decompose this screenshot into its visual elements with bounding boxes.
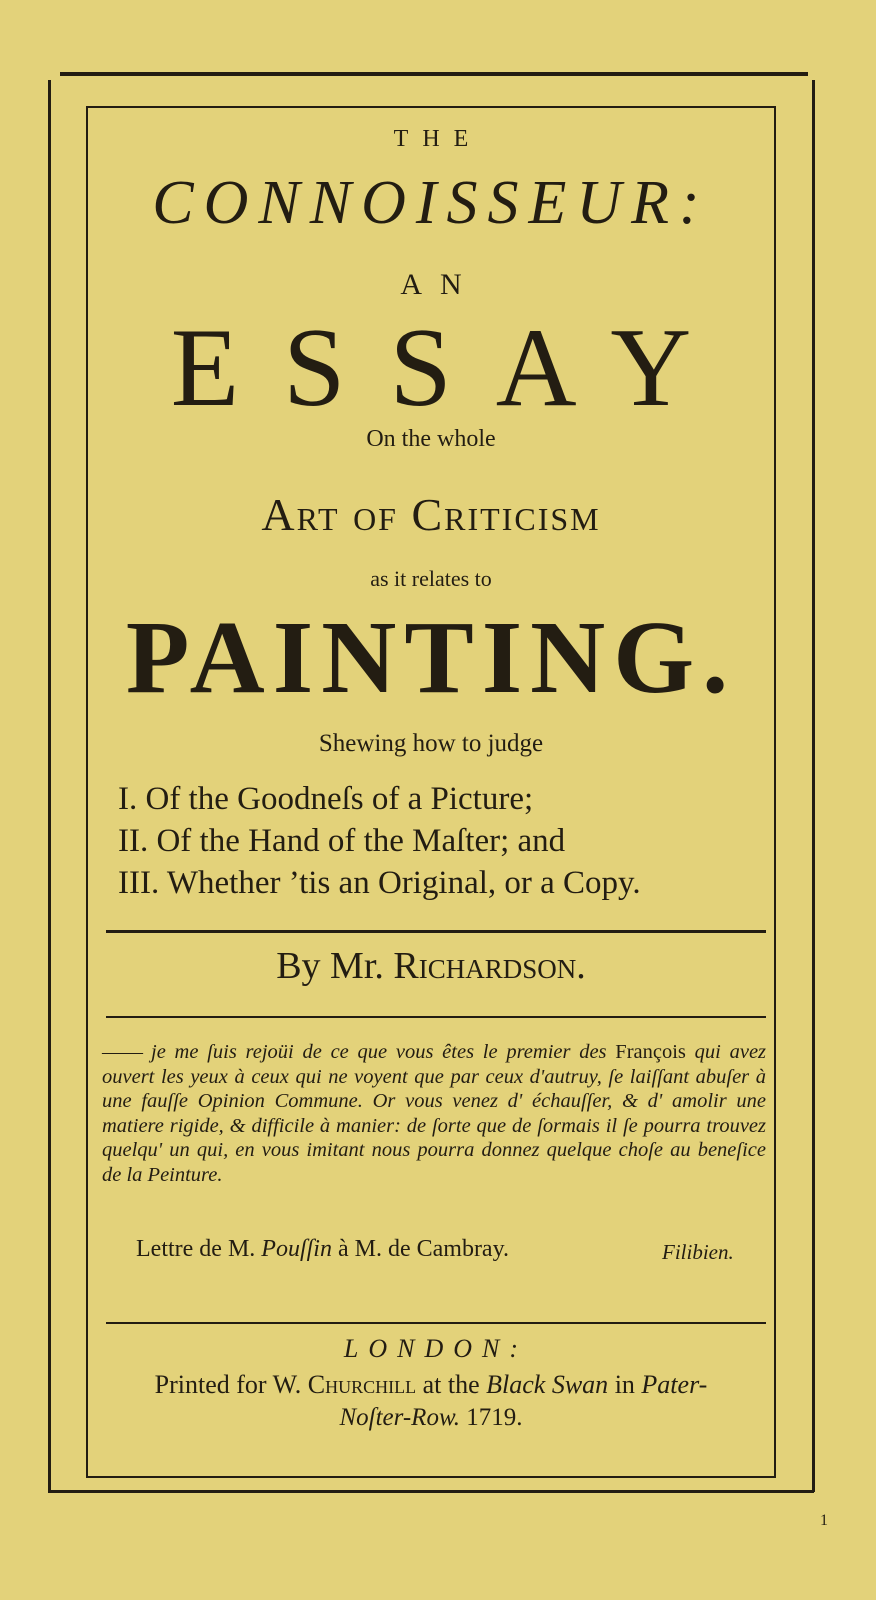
- judge-list: [118, 778, 768, 904]
- imprint-in: in: [608, 1370, 642, 1399]
- imprint-shop: Black Swan: [486, 1370, 609, 1399]
- title-the: THE: [393, 126, 483, 152]
- author-name: Richardson.: [393, 945, 586, 987]
- subtitle-art-of-criticism: Art of Criticism: [261, 489, 601, 540]
- imprint-prefix: Printed for W.: [154, 1370, 308, 1399]
- imprint-city: LONDON:: [343, 1334, 529, 1363]
- separator-rule: [106, 1322, 766, 1324]
- judge-item: II. Of the Hand of the Maſter; and: [118, 823, 566, 859]
- title-an: AN: [400, 268, 480, 301]
- imprint-street-line: [86, 1404, 776, 1432]
- quote-francois: François: [615, 1041, 686, 1063]
- author-line: [86, 944, 776, 988]
- outer-top-rule: [60, 72, 808, 76]
- title-connoisseur: CONNOISSEUR:: [152, 169, 710, 237]
- outer-left-rule: [48, 80, 51, 1492]
- page-number: 1: [820, 1512, 828, 1529]
- letter-suffix: à M. de Cambray.: [331, 1236, 510, 1262]
- quote-text: qui avez ouvert les yeux à ceux qui ne voyent que par ceux d'autruy, ſe laiſſant abuſer à une fauſſe Opinion Commune. Or vous venez d' échauſſer, & d' amolir une matiere rigide, & difficile à manier: de ſorte que de ſormais il ſe pourra trouvez quelqu' un qui, en vous imitant nous pourra donnez quelque choſe au beneſice de la Peinture.: [102, 1041, 767, 1186]
- letter-attribution: [136, 1236, 509, 1263]
- letter-prefix: Lettre de M.: [136, 1236, 262, 1262]
- shewing-line: Shewing how to judge: [318, 730, 544, 757]
- imprint-street-a: Pater-: [641, 1370, 708, 1399]
- title-essay: ESSAY: [170, 306, 736, 430]
- separator-rule: [106, 930, 766, 933]
- epigraph-quotation: [102, 1040, 766, 1187]
- imprint-printed-line: [86, 1370, 776, 1400]
- imprint-street-b: Noſter-Row.: [339, 1404, 461, 1431]
- imprint-mid: at the: [416, 1370, 487, 1399]
- outer-right-rule: [812, 80, 815, 1492]
- separator-rule: [106, 1016, 766, 1018]
- letter-name: Pouſſin: [261, 1236, 332, 1262]
- quote-dash: ——: [102, 1041, 143, 1063]
- title-painting: PAINTING.: [125, 600, 737, 715]
- quote-source: Filibien.: [662, 1240, 734, 1264]
- imprint-printer: Churchill: [307, 1370, 417, 1399]
- judge-item: I. Of the Goodneſs of a Picture;: [118, 781, 534, 817]
- subtitle-as-it-relates: as it relates to: [370, 566, 492, 591]
- subtitle-on-the-whole: On the whole: [366, 426, 496, 452]
- outer-bottom-rule: [48, 1490, 814, 1493]
- author-prefix: By Mr.: [276, 945, 394, 987]
- judge-item: III. Whether ’tis an Original, or a Copy.: [118, 865, 641, 901]
- quote-text: je me ſuis rejoüi de ce que vous êtes le premier des: [151, 1041, 607, 1063]
- imprint-year: 1719.: [466, 1404, 523, 1431]
